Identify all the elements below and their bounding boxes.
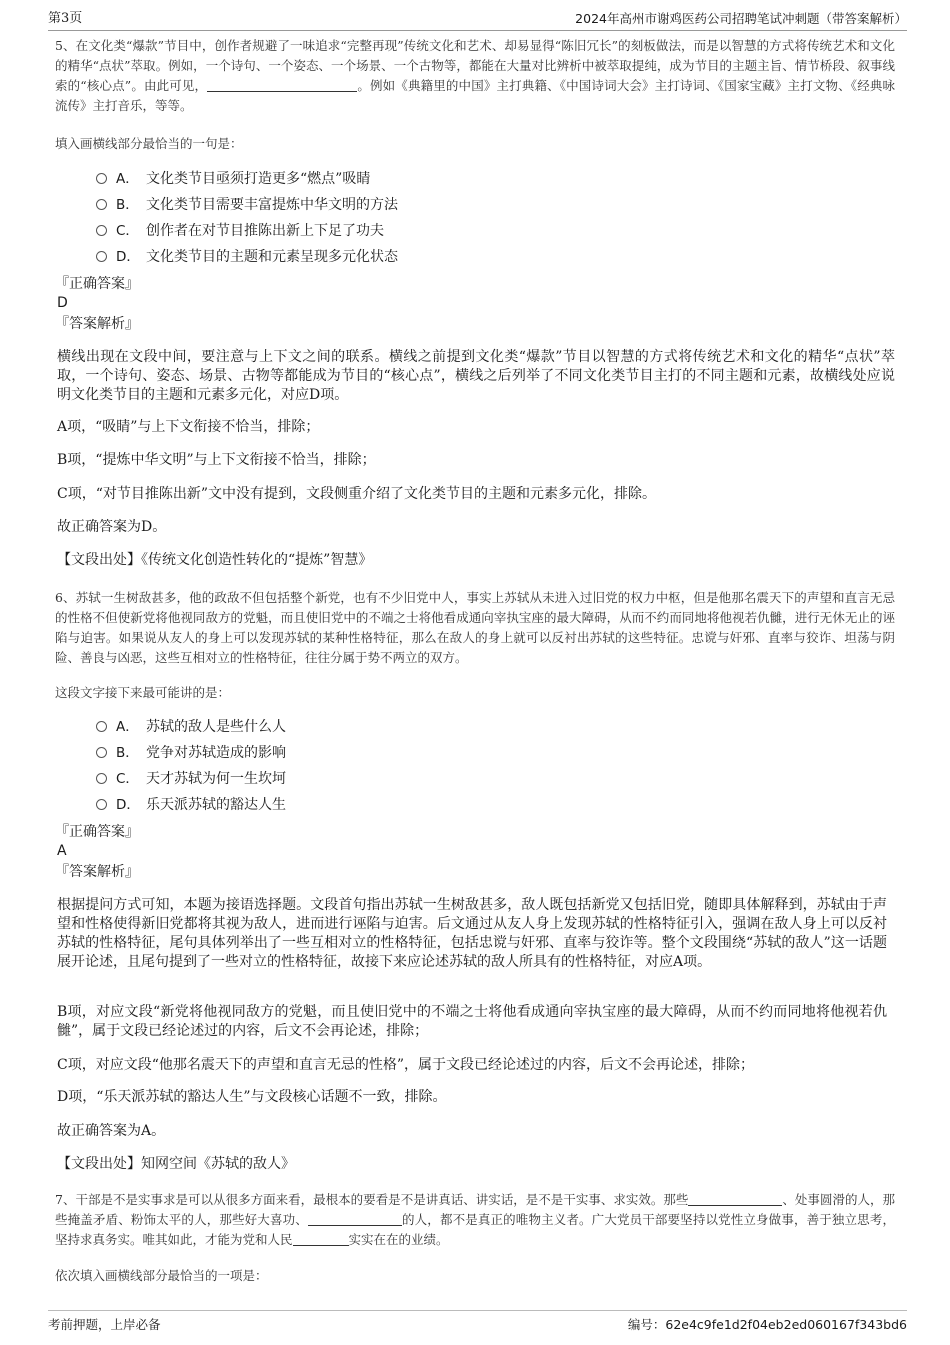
q5-text-part1: 5、在文化类“爆款”节目中，创作者规避了一味追求“完整再现”传统文化和艺术、却易显得“陈旧冗长”的刻板做法，而是以智慧的方式将传统艺术和文化的精华“点状”萃取。例如，一个诗句、一个姿态、一个场景、一个古物等，都能在大量对比辨析中被萃取提纯，成为节目的主题主旨、情节桥段、叙事线索的“核心点”。由此可见， <box>55 38 895 93</box>
radio-icon[interactable] <box>96 773 107 784</box>
radio-icon[interactable] <box>96 251 107 262</box>
q6-conclusion: 故正确答案为A。 <box>57 1123 166 1139</box>
q6-option-a[interactable]: A． 苏轼的敌人是些什么人 <box>96 714 286 740</box>
footer-slogan: 考前押题，上岸必备 <box>48 1317 161 1332</box>
q6-source: 【文段出处】知网空间《苏轼的敌人》 <box>57 1156 295 1172</box>
q7-prompt: 依次填入画横线部分最恰当的一项是： <box>55 1268 268 1283</box>
q5-answer-heading: 『正确答案』 <box>55 276 139 292</box>
q6-option-d[interactable]: D． 乐天派苏轼的豁达人生 <box>96 792 286 818</box>
q5-prompt: 填入画横线部分最恰当的一句是： <box>55 136 243 151</box>
q5-analysis-c: C项，“对节目推陈出新”文中没有提到，文段侧重介绍了文化类节目的主题和元素多元化，排除。 <box>57 486 657 502</box>
q7-text-part4: 实实在在的业绩。 <box>348 1232 449 1247</box>
q5-answer: D <box>57 295 68 311</box>
q6-prompt: 这段文字接下来最可能讲的是： <box>55 685 231 700</box>
radio-icon[interactable] <box>96 173 107 184</box>
q7-blank-2 <box>308 1211 402 1226</box>
q5-option-a[interactable]: A． 文化类节目亟须打造更多“燃点”吸睛 <box>96 166 398 192</box>
document-code <box>628 1314 907 1336</box>
q7-blank-1 <box>688 1191 782 1206</box>
q5-analysis-b: B项，“提炼中华文明”与上下文衔接不恰当，排除； <box>57 452 376 468</box>
q5-blank <box>207 77 357 92</box>
q5-analysis-heading: 『答案解析』 <box>55 316 139 332</box>
q6-stem: 6、苏轼一生树敌甚多，他的政敌不但包括整个新党，也有不少旧党中人，事实上苏轼从未进入过旧党的权力中枢，但是他那名震天下的声望和直言无忌的性格不但使新党将他视同敌方的党魁，而且使旧党中的不端之士将他看成通向宰执宝座的最大障碍，从而不约而同地将他视若仇雠，进行无休无止的诬陷与迫害。如果说从友人的身上可以发现苏轼的某种性格特征，那么在敌人的身上就可以反衬出苏轼的这些特征。忠谠与奸邪、直率与狡诈、坦荡与阴险、善良与凶恶，这些互相对立的性格特征，往往分属于势不两立的双方。 <box>55 590 895 665</box>
q6-answer: A <box>57 843 67 859</box>
q5-option-c[interactable]: C． 创作者在对节目推陈出新上下足了功夫 <box>96 218 398 244</box>
q5-analysis-main: 横线出现在文段中间，要注意与上下文之间的联系。横线之前提到文化类“爆款”节目以智慧的方式将传统艺术和文化的精华“点状”萃取，一个诗句、姿态、场景、古物等都能成为节目的“核心点”，横线之后列举了不同文化类节目主打的不同主题和元素，故横线处应说明文化类节目的主题和元素多元化，对应D项。 <box>57 349 895 403</box>
q6-answer-heading: 『正确答案』 <box>55 824 139 840</box>
q7-text-part2: 、处事圆滑的人，那些掩盖矛盾、粉饰太平的人，那些好大喜功、 <box>55 1192 895 1227</box>
q5-options <box>96 166 398 270</box>
page-footer <box>48 1310 907 1333</box>
page-number: 第3页 <box>48 11 83 26</box>
q7-text-part1: 7、干部是不是实事求是可以从很多方面来看，最根本的要看是不是讲真话、讲实话，是不是干实事、求实效。那些 <box>55 1192 689 1207</box>
q5-stem <box>55 36 895 116</box>
page-header <box>48 8 907 31</box>
q6-analysis-main: 根据提问方式可知，本题为接语选择题。文段首句指出苏轼一生树敌甚多，敌人既包括新党又包括旧党，随即具体解释到，苏轼由于声望和性格使得新旧党都将其视为敌人，进而进行诬陷与迫害。后文通过从友人身上发现苏轼的性格特征引入，强调在敌人身上可以反衬苏轼的性格特征，尾句具体列举出了一些互相对立的性格特征，包括忠谠与奸邪、直率与狡诈等。整个文段围绕“苏轼的敌人”这一话题展开论述，且尾句提到了一些对立的性格特征，故接下来应论述苏轼的敌人所具有的性格特征，对应A项。 <box>57 897 887 970</box>
q7-text-part3: 的人，都不是真正的唯物主义者。广大党员干部要坚持以党性立身做事，善于独立思考，坚持求真务实。唯其如此，才能为党和人民 <box>55 1212 895 1247</box>
q6-analysis-b: B项，对应文段“新党将他视同敌方的党魁，而且使旧党中的不端之士将他看成通向宰执宝座的最大障碍，从而不约而同地将他视若仇雠”，属于文段已经论述过的内容，后文不会再论述，排除； <box>57 1004 887 1039</box>
radio-icon[interactable] <box>96 799 107 810</box>
document-title: 2024年高州市谢鸡医药公司招聘笔试冲刺题（带答案解析） <box>575 11 907 26</box>
q6-options <box>96 714 286 818</box>
q5-text-part2: 。例如《典籍里的中国》主打典籍、《中国诗词大会》主打诗词、《国家宝藏》主打文物、《经典咏流传》主打音乐，等等。 <box>55 78 895 113</box>
q5-analysis-a: A项，“吸睛”与上下文衔接不恰当，排除； <box>57 419 320 435</box>
q6-analysis-heading: 『答案解析』 <box>55 864 139 880</box>
radio-icon[interactable] <box>96 225 107 236</box>
q6-analysis-d: D项，“乐天派苏轼的豁达人生”与文段核心话题不一致，排除。 <box>57 1089 447 1105</box>
q6-option-c[interactable]: C． 天才苏轼为何一生坎坷 <box>96 766 286 792</box>
document-code-value: 62e4c9fe1d2f04eb2ed060167f343bd6 <box>665 1317 907 1332</box>
q6-option-b[interactable]: B． 党争对苏轼造成的影响 <box>96 740 286 766</box>
radio-icon[interactable] <box>96 199 107 210</box>
q5-option-d[interactable]: D． 文化类节目的主题和元素呈现多元化状态 <box>96 244 398 270</box>
q6-analysis-c: C项，对应文段“他那名震天下的声望和直言无忌的性格”，属于文段已经论述过的内容，后文不会再论述，排除； <box>57 1057 755 1073</box>
q5-conclusion: 故正确答案为D。 <box>57 519 167 535</box>
radio-icon[interactable] <box>96 721 107 732</box>
q7-blank-3 <box>293 1231 349 1246</box>
document-code-label: 编号： <box>627 1317 666 1332</box>
q7-stem <box>55 1190 895 1250</box>
q5-source: 【文段出处】《传统文化创造性转化的“提炼”智慧》 <box>57 552 373 568</box>
radio-icon[interactable] <box>96 747 107 758</box>
q5-option-b[interactable]: B． 文化类节目需要丰富提炼中华文明的方法 <box>96 192 398 218</box>
